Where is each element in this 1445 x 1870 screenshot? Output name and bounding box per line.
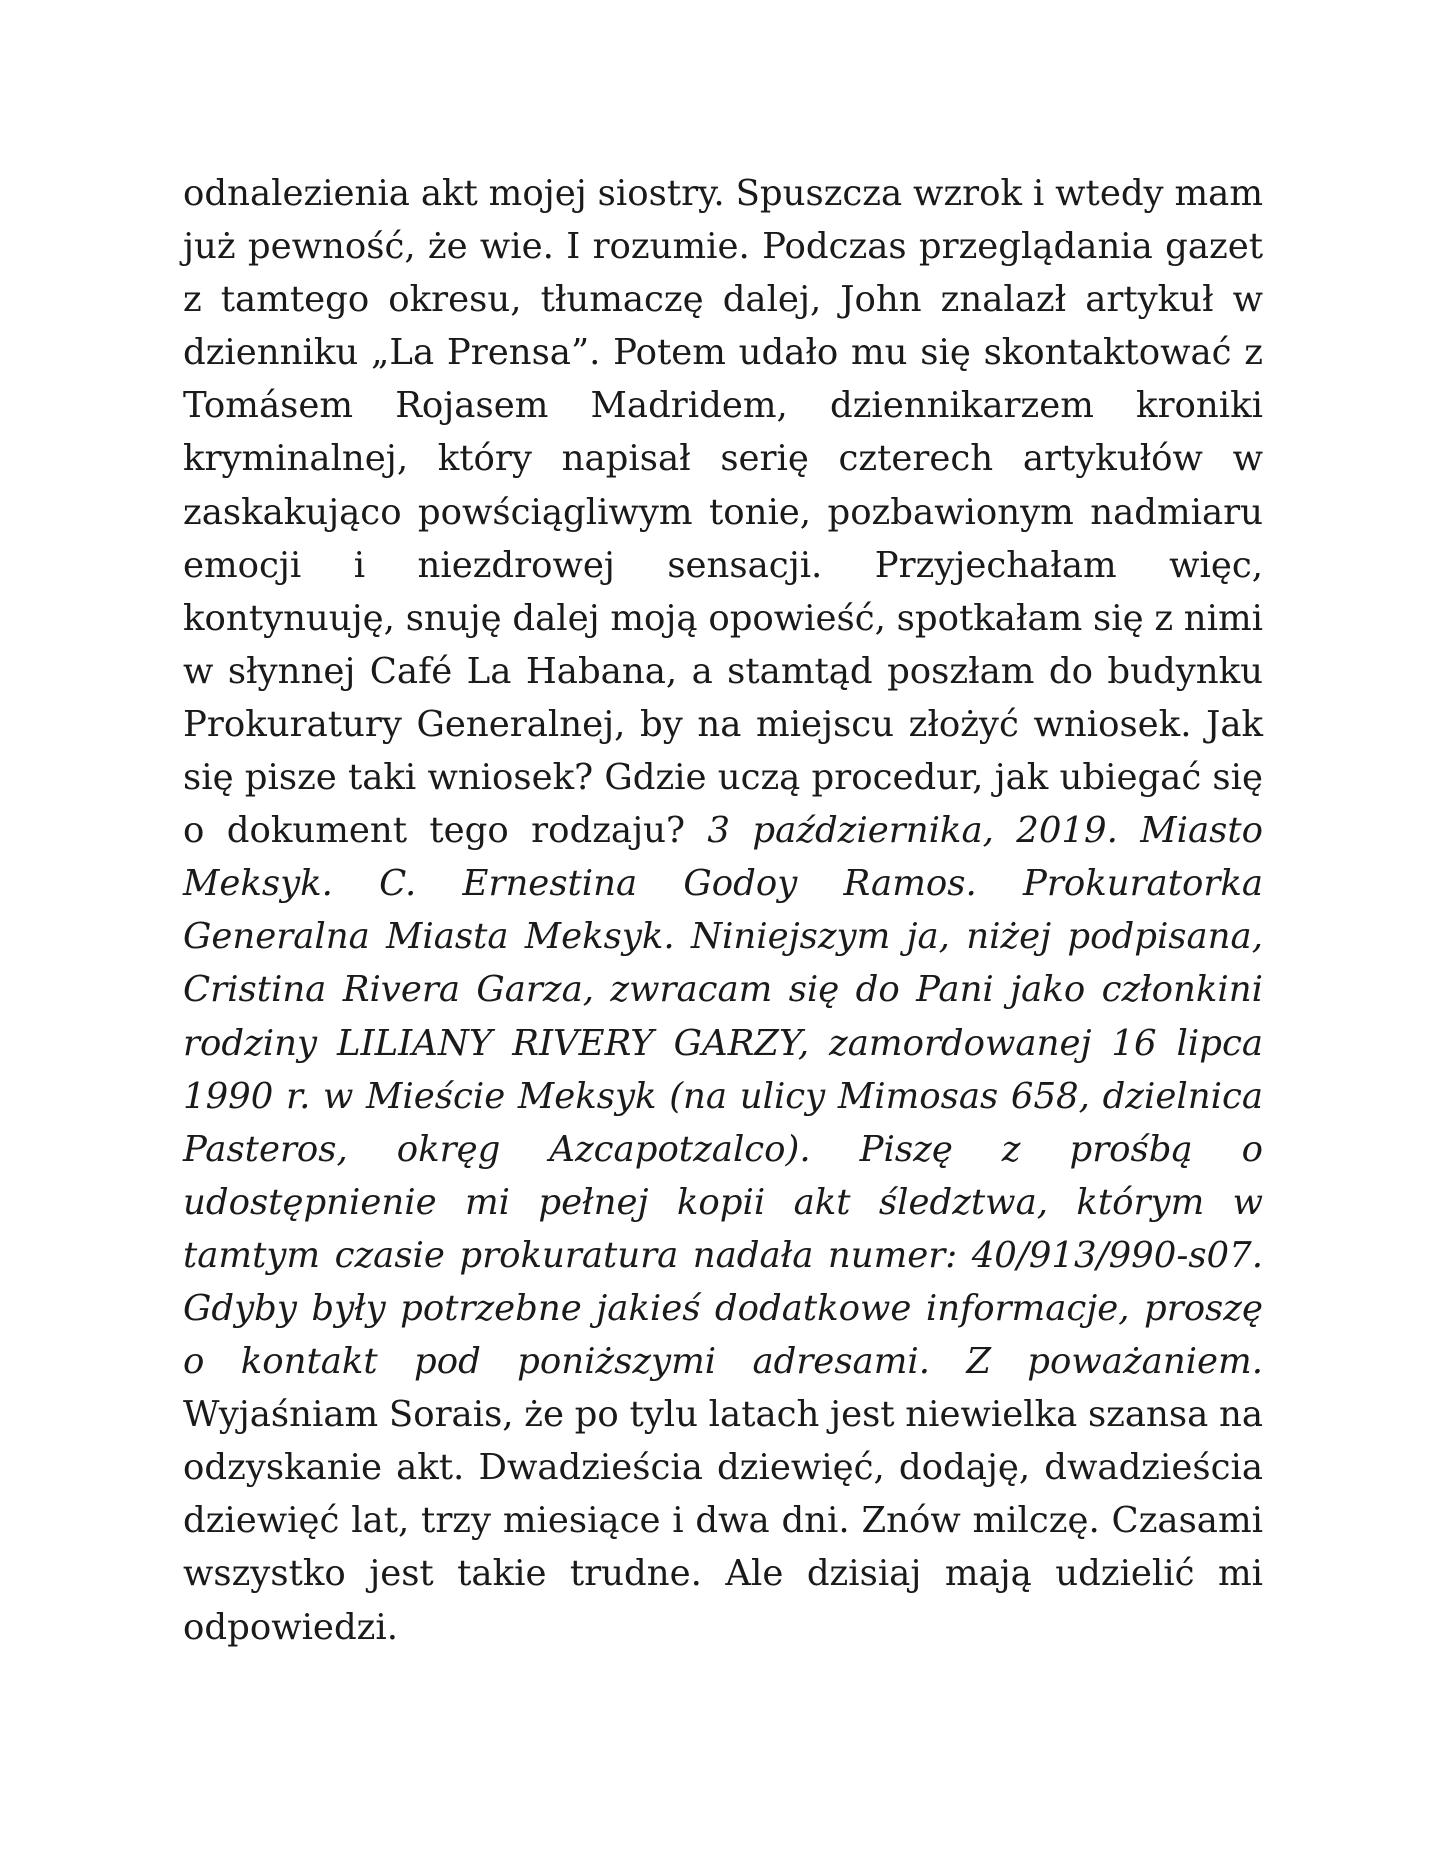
- paragraph-text-part2: Wyjaśniam Sorais, że po tylu latach jest niewielka szansa na odzyskanie akt. Dwadzieścia dziewięć, dodaję, dwadzieścia dziewięć lat, trzy miesiące i dwa dni. Znów milczę. Czasami wszystko jest takie trudne. Ale dzisiaj mają udzielić mi odpowiedzi.: [183, 1394, 1263, 1648]
- paragraph-text-part1: odnalezienia akt mojej siostry. Spuszcza wzrok i wtedy mam już pewność, że wie. I rozumie. Podczas przeglądania gazet z tamtego okresu, tłumaczę dalej, John znalazł artykuł w dzienniku „La Prensa”. Potem udało mu się skontaktować z Tomásem Rojasem Madridem, dziennikarzem kroniki kryminalnej, który napisał serię czterech artykułów w zaskakująco powściągliwym tonie, pozbawionym nadmiaru emocji i niezdrowej sensacji. Przyjechałam więc, kontynuuję, snuję dalej moją opowieść, spotkałam się z nimi w słynnej Café La Habana, a stamtąd poszłam do budynku Prokuratury Generalnej, by na miejscu złożyć wniosek. Jak się pisze taki wniosek? Gdzie uczą procedur, jak ubiegać się o dokument tego rodzaju?: [183, 173, 1263, 852]
- paragraph-italic-letter: 3 października, 2019. Miasto Meksyk. C. Ernestina Godoy Ramos. Prokuratorka Generalna Miasta Meksyk. Niniejszym ja, niżej podpisana, Cristina Rivera Garza, zwracam się do Pani jako członkini rodziny LILIANY RIVERY GARZY, zamordowanej 16 lipca 1990 r. w Mieście Meksyk (na ulicy Mimosas 658, dzielnica Pasteros, okręg Azcapotzalco). Piszę z prośbą o udostępnienie mi pełnej kopii akt śledztwa, którym w tamtym czasie prokuratura nadała numer: 40/913/990-s07. Gdyby były potrzebne jakieś dodatkowe informacje, proszę o kontakt pod poniższymi adresami. Z poważaniem.: [183, 810, 1263, 1383]
- body-paragraph: [183, 167, 1263, 1654]
